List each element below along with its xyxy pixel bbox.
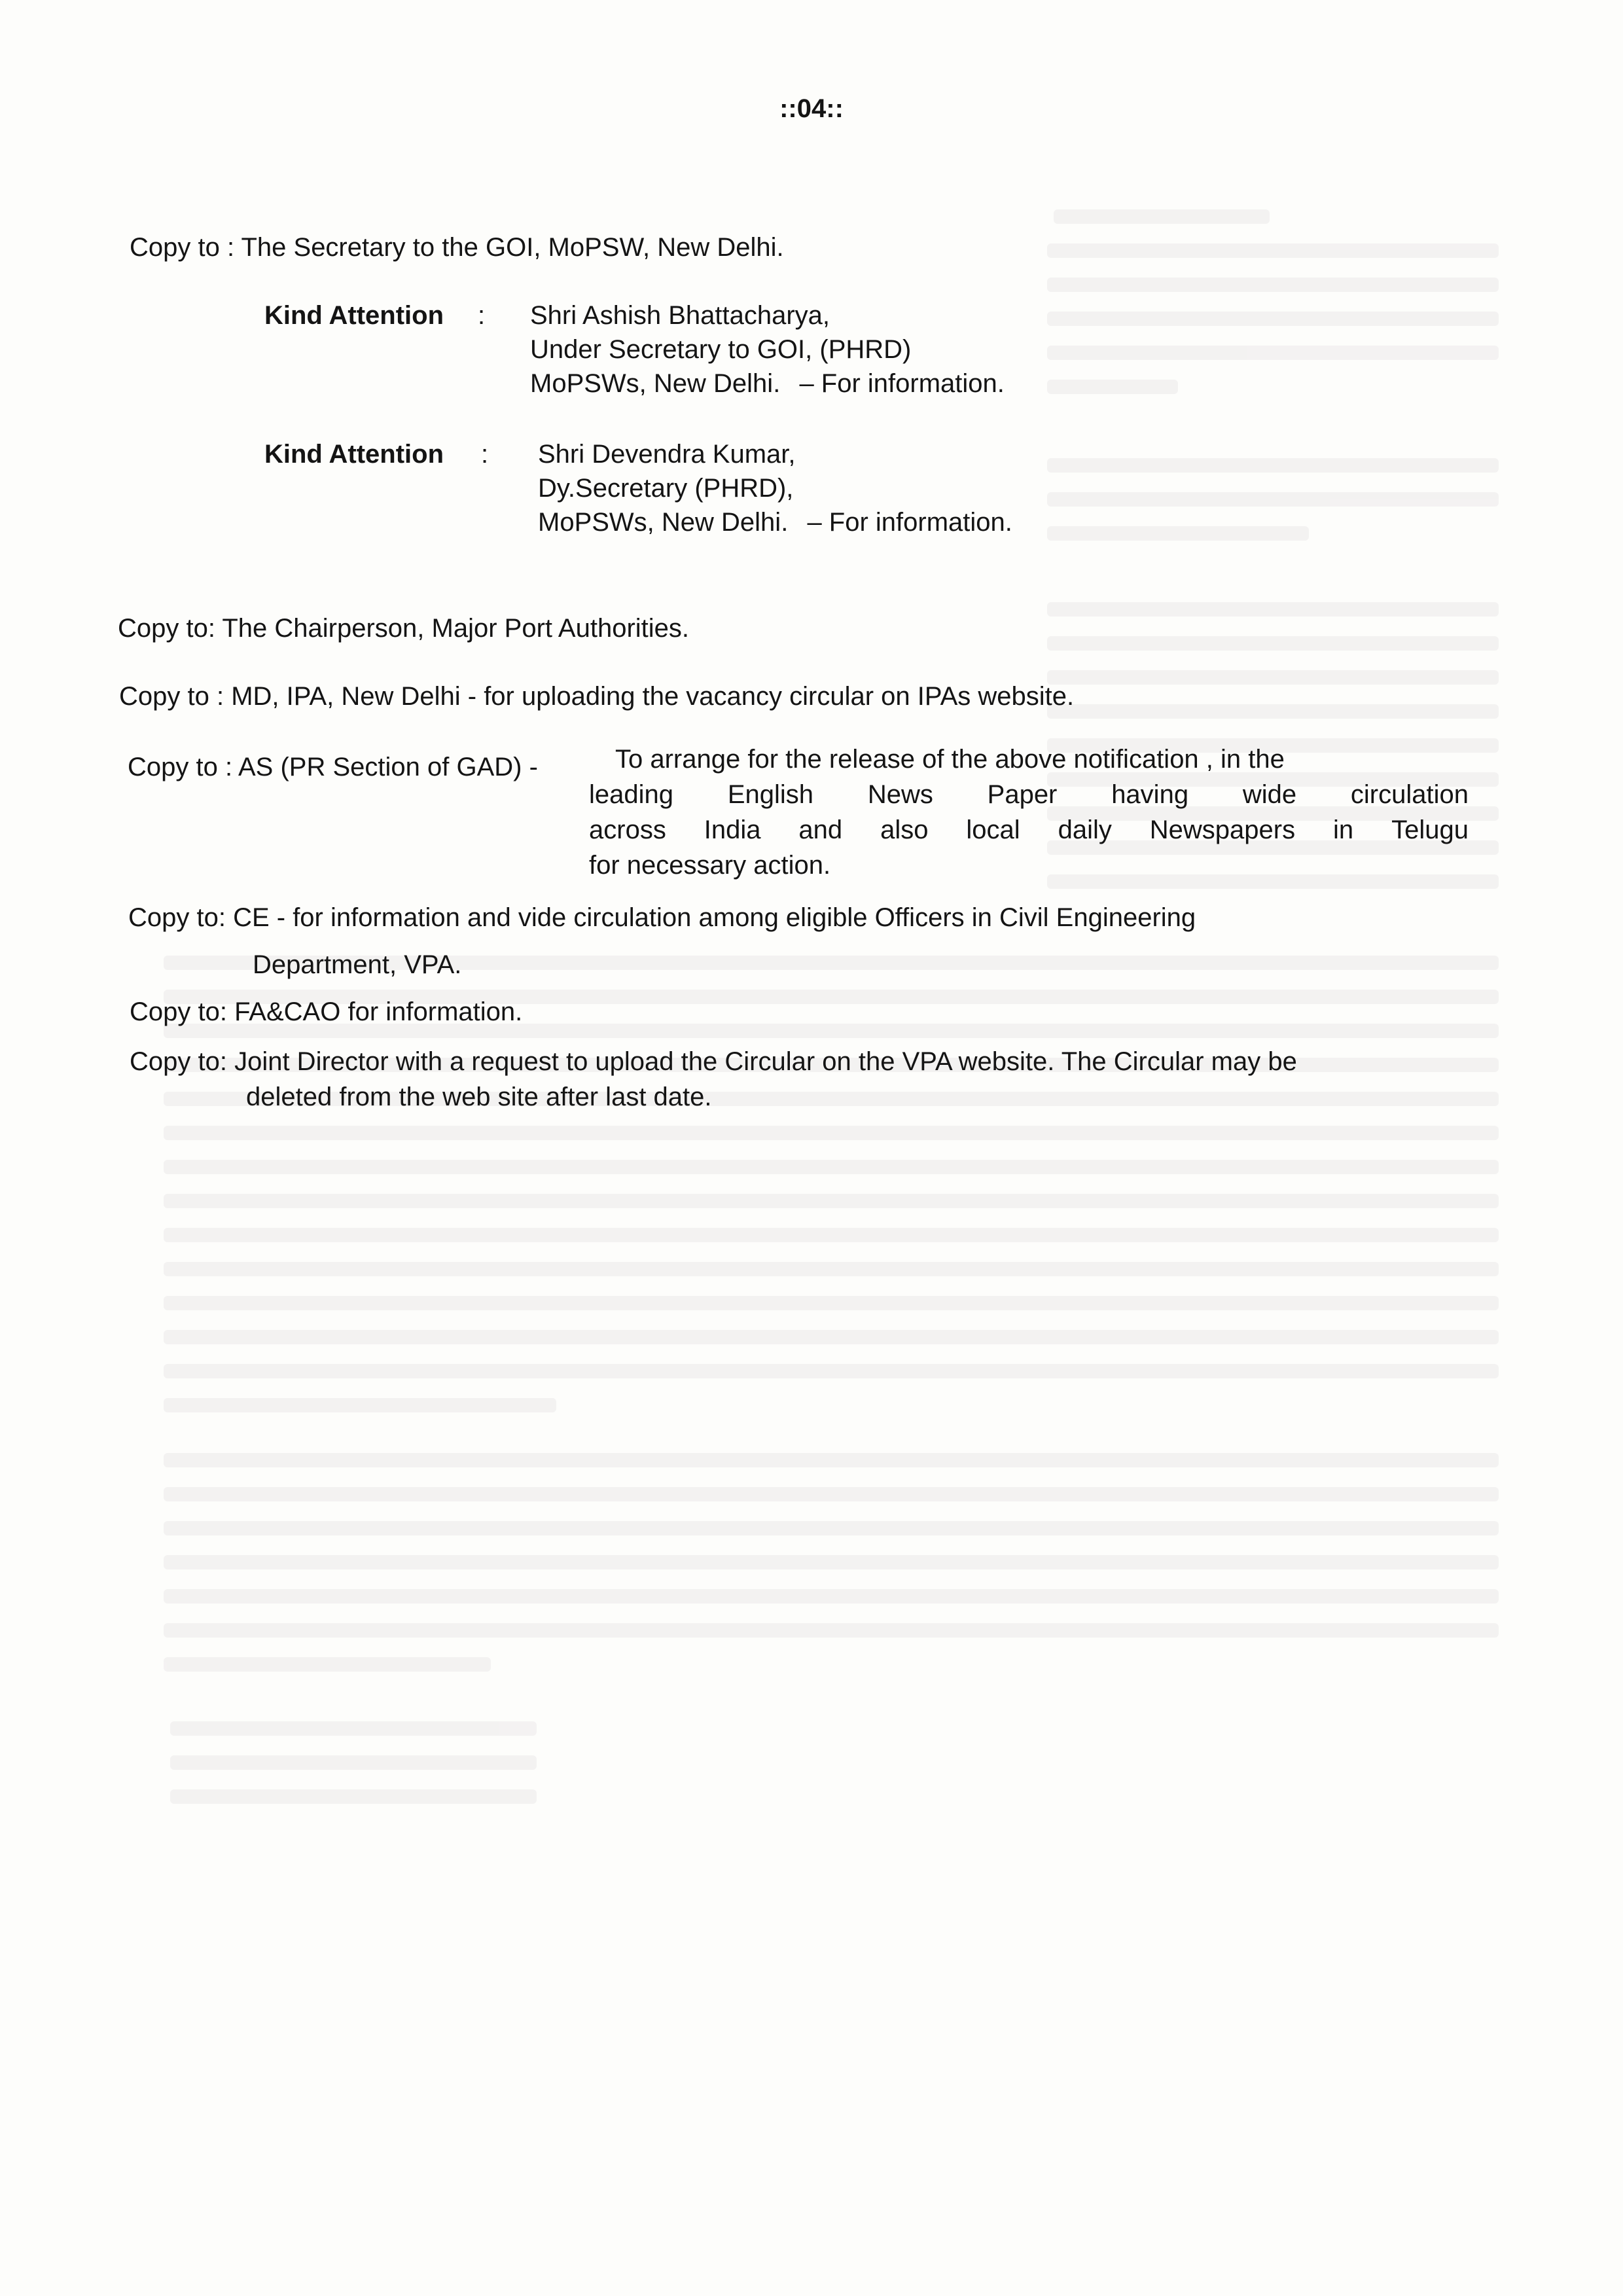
as-word: Newspapers (1149, 816, 1296, 844)
copy-to-as-line1: To arrange for the release of the above notification , in the (615, 745, 1285, 774)
copy-to-secretary: Copy to : The Secretary to the GOI, MoPSW, New Delhi. (130, 233, 784, 262)
copy-to-facao: Copy to: FA&CAO for information. (130, 997, 523, 1026)
attention2-office-line (538, 505, 1012, 539)
copy-to-as-line3 (589, 813, 1469, 847)
copy-to-md-ipa: Copy to : MD, IPA, New Delhi - for uploading the vacancy circular on IPAs website. (119, 682, 1075, 711)
copy-to-jd-line2: deleted from the web site after last date. (246, 1083, 712, 1111)
attention2-designation: Dy.Secretary (PHRD), (538, 474, 794, 503)
copy-to-as-prefix: Copy to : AS (PR Section of GAD) - (128, 753, 538, 781)
as-word: circulation (1350, 780, 1469, 809)
attention1-name: Shri Ashish Bhattacharya, (530, 301, 830, 330)
attention1-purpose: – For information. (799, 369, 1005, 398)
attention1-office-line (530, 367, 1005, 401)
as-word: daily (1058, 816, 1112, 844)
as-word: India (704, 816, 761, 844)
as-word: wide (1242, 780, 1297, 809)
attention1-office: MoPSWs, New Delhi. (530, 369, 781, 398)
copy-to-ce-line2: Department, VPA. (253, 950, 462, 979)
as-word: having (1111, 780, 1189, 809)
copy-to-jd-line1: Copy to: Joint Director with a request to upload the Circular on the VPA website. The Circular may be (130, 1047, 1297, 1076)
as-word: across (589, 816, 666, 844)
attention1-designation: Under Secretary to GOI, (PHRD) (530, 335, 912, 364)
as-word: Paper (987, 780, 1058, 809)
page-number: ::04:: (779, 94, 844, 123)
attention2-purpose: – For information. (807, 508, 1012, 537)
as-word: Telugu (1391, 816, 1469, 844)
copy-to-ce-line1: Copy to: CE - for information and vide circulation among eligible Officers in Civil Engineering (128, 903, 1196, 932)
as-word: local (966, 816, 1020, 844)
as-word: News (867, 780, 933, 809)
as-word: leading (589, 780, 674, 809)
copy-to-as-line4: for necessary action. (589, 851, 831, 880)
attention2-office: MoPSWs, New Delhi. (538, 508, 789, 537)
copy-to-chairperson: Copy to: The Chairperson, Major Port Authorities. (118, 614, 690, 643)
copy-to-as-line2 (589, 778, 1469, 812)
attention2-name: Shri Devendra Kumar, (538, 440, 796, 469)
kind-attention-colon-1: : (478, 301, 486, 330)
kind-attention-label-2: Kind Attention (264, 440, 444, 469)
as-word: and (798, 816, 843, 844)
as-word: in (1333, 816, 1354, 844)
as-word: also (880, 816, 929, 844)
as-word: English (727, 780, 814, 809)
kind-attention-label-1: Kind Attention (264, 301, 444, 330)
kind-attention-colon-2: : (481, 440, 489, 469)
